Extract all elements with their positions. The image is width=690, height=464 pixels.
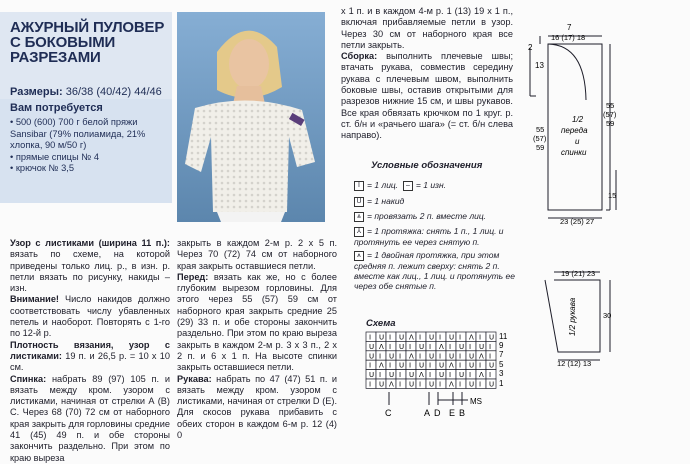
front-heading: Перед:	[177, 271, 209, 282]
chart-cell-symbol: Λ	[419, 371, 424, 380]
chart-cell-symbol: U	[489, 361, 495, 370]
sleeves-continued-paragraph: х 1 п. и в каждом 4-м р. 1 (13) 19 х 1 п., включая прибавляемые петли в узор. Через 30 см от наборного края все петли закрыть.	[341, 6, 513, 50]
chart-cell-symbol: I	[479, 361, 482, 370]
chart-cell-symbol: I	[459, 361, 462, 370]
assembly-text: выполнить плечевые швы; втачать рукава, совместив середину рукава с плечевым швом, выполнить боковые швы, оставив открытыми для разрезов нижние 15 см, и швы рукавов. Все края обвязать крючком по 1 круг. р. ст. б/н и «рачьего шага» (= ст. б/н слева направо).	[341, 51, 513, 141]
title-line-2: С БОКОВЫМИ	[10, 34, 116, 51]
chart-cell-symbol: I	[409, 342, 412, 351]
chart-cell-symbol: U	[459, 371, 465, 380]
chart-cell-symbol: U	[439, 361, 445, 370]
front-slit-measure: 15	[608, 191, 617, 200]
materials-item: • прямые спицы № 4	[10, 151, 99, 162]
chart-cell-symbol: I	[419, 333, 422, 342]
chart-cell-symbol: U	[469, 361, 475, 370]
chart-cell-symbol: I	[429, 361, 432, 370]
back-heading: Спинка:	[10, 373, 47, 384]
chart-cell-symbol: U	[439, 371, 445, 380]
chart-cell-symbol: I	[389, 342, 392, 351]
front-piece-label: 1/2 переда и спинки	[561, 115, 588, 157]
chart-cell-symbol: Λ	[409, 333, 414, 342]
back-continued-paragraph: закрыть в каждом 2-м р. 2 х 5 п. Через 70 (72) 74 см от наборного края закрыть оставшиеся петли.	[177, 238, 337, 271]
legend-text: = 1 лиц.	[367, 180, 399, 190]
chart-cell-symbol: U	[489, 333, 495, 342]
chart-cell-symbol: I	[399, 380, 402, 389]
front-neck-left-measure: 2	[528, 43, 533, 52]
chart-cell-symbol: U	[449, 333, 455, 342]
chart-letter-b: B	[459, 408, 466, 418]
chart-cell-symbol: U	[489, 380, 495, 389]
chart-markers	[389, 392, 468, 405]
chart-cell-symbol: I	[459, 352, 462, 361]
chart-cell-symbol: I	[399, 352, 402, 361]
chart-cell-symbol: U	[369, 352, 375, 361]
front-right-height-measure: 55 (57) 59	[603, 101, 617, 128]
chart-cell-symbol: I	[429, 342, 432, 351]
chart-cell-symbol: I	[429, 371, 432, 380]
back-text: набрать 89 (97) 105 п. и вязать между кром. узором с листиками, начиная от стрелки А (В) С. Через 68 (70) 72 см от наборного края закрыть для горловины средние 41 (45) 49 п. и обе стороны закончить раздельно. При этом по краю выреза	[10, 373, 170, 463]
knit-symbol-icon: I	[354, 181, 364, 191]
scheme-title: Схема	[366, 318, 396, 329]
sizes-label: Размеры:	[10, 86, 63, 98]
chart-cell-symbol: I	[389, 333, 392, 342]
chart-cell-symbol: Λ	[389, 380, 394, 389]
row-number: 5	[499, 360, 504, 369]
k2tog-symbol-icon: ⩓	[354, 212, 364, 222]
legend-text: = 1 протяжка: снять 1 п., 1 лиц. и протянуть ее через снятую п.	[354, 226, 504, 247]
chart-cell-symbol: Λ	[379, 342, 384, 351]
chart-cell-symbol: U	[469, 380, 475, 389]
chart-cell-symbol: I	[439, 352, 442, 361]
chart-letter-c: C	[385, 408, 392, 418]
chart-cell-symbol: I	[489, 342, 492, 351]
chart-cell-symbol: I	[419, 380, 422, 389]
chart-cell-symbol: U	[459, 342, 465, 351]
chart-cell-symbol: Λ	[379, 361, 384, 370]
chart-cell-symbol: U	[379, 380, 385, 389]
chart-cell-symbol: I	[379, 352, 382, 361]
chart-cell-symbol: I	[419, 352, 422, 361]
chart-cell-symbol: U	[419, 361, 425, 370]
attention-heading: Внимание!	[10, 294, 59, 305]
title-line-1: АЖУРНЫЙ ПУЛОВЕР	[10, 19, 165, 36]
legend-text: = 1 изн.	[415, 180, 447, 190]
front-left-height-measure: 55 (57) 59	[533, 125, 547, 152]
chart-cell-symbol: U	[369, 342, 375, 351]
chart-cell-symbol: I	[479, 380, 482, 389]
chart-cell-symbol: I	[369, 380, 372, 389]
assembly-heading: Сборка:	[341, 51, 378, 62]
chart-cell-symbol: U	[429, 352, 435, 361]
chart-cell-symbol: I	[459, 380, 462, 389]
chart-cell-symbol: U	[389, 371, 395, 380]
pattern-sleeve	[545, 272, 610, 360]
chart-cell-symbol: I	[449, 342, 452, 351]
gauge-text: 19 п. и 26,5 р. = 10 х 10 см.	[10, 350, 170, 373]
title-line-3: РАЗРЕЗАМИ	[10, 49, 101, 66]
chart-cell-symbol: U	[369, 371, 375, 380]
row-number: 11	[499, 332, 508, 341]
chart-ms-label: MS	[470, 397, 482, 406]
chart-cell-symbol: I	[489, 352, 492, 361]
row-number: 9	[499, 341, 504, 350]
attention-text: Число накидов должно соответствовать числу убавленных петель и наоборот. Повторять с 1-го по 12-й р.	[10, 294, 170, 339]
lace-pattern-heading: Узор с листиками (ширина 11 п.):	[10, 238, 170, 248]
chart-cell-symbol: I	[409, 361, 412, 370]
chart-cell-symbol: U	[449, 352, 455, 361]
chart-cell-symbol: I	[369, 361, 372, 370]
chart-cell-symbol: U	[419, 342, 425, 351]
chart-cell-symbol: I	[379, 371, 382, 380]
row-number: 1	[499, 379, 504, 388]
materials-item: • крючок № 3,5	[10, 163, 74, 173]
front-neck-depth-measure: 13	[535, 61, 544, 70]
row-number: 7	[499, 350, 504, 359]
chart-cell-symbol: I	[479, 333, 482, 342]
front-text: вязать как же, но с более глубоким вырезом горловины. Для этого через 55 (57) 59 см от наборного края закрыть средние 25 (29) 33 п. и обе стороны закончить раздельно. При этом по краю выреза закрыть в каждом 2-м р. 3 х 3 п., 2 х 2 п. и 6 х 1 п. На высоте спинки закрыть оставшиеся петли.	[177, 271, 337, 373]
sleeve-height-measure: 30	[603, 311, 612, 320]
legend-text: = 1 двойная протяжка, при этом средняя п. лежит сверху: снять 2 п. вместе как лиц., 1 лиц. и протянуть ее через обе снятые п.	[354, 250, 515, 291]
chart-cell-symbol: I	[489, 371, 492, 380]
chart-cell-symbol: I	[369, 333, 372, 342]
front-top-measure: 16 (17) 18	[551, 33, 586, 42]
chart-cell-symbol: U	[399, 361, 405, 370]
chart-cell-symbol: Λ	[469, 333, 474, 342]
row-number: 3	[499, 369, 504, 378]
sleeve-top-measure: 19 (21) 23	[561, 269, 596, 278]
sizes-value: 36/38 (40/42) 44/46	[65, 86, 162, 98]
sleeves-text: набрать по 47 (47) 51 п. и вязать между кром. узором с листиками, начиная от стрелки D (E). Для скосов рукава прибавить с обеих сторон в каждом 6-м р. 12 (4) 0	[177, 373, 337, 441]
front-width-measure: 23 (25) 27	[560, 217, 595, 226]
sleeve-piece-label: 1/2 рукава	[568, 297, 577, 336]
lace-pattern-text: вязать по схеме, на которой приведены только лиц. р., в изн. р. петли вязать по рисунку, накиды – изн.	[10, 249, 170, 294]
legend-title: Условные обозначения	[371, 160, 483, 171]
chart-row-numbers	[499, 332, 508, 388]
chart-cell-symbol: U	[429, 380, 435, 389]
stitch-chart	[366, 332, 496, 389]
chart-cell-symbol: Λ	[449, 361, 454, 370]
chart-cell-symbol: U	[409, 371, 415, 380]
chart-cell-symbol: I	[439, 333, 442, 342]
legend-text: = провязать 2 п. вместе лиц.	[367, 211, 487, 221]
chart-cell-symbol: I	[389, 361, 392, 370]
chart-cell-symbol: U	[399, 342, 405, 351]
chart-cell-symbol: I	[469, 371, 472, 380]
chart-cell-symbol: Λ	[479, 371, 484, 380]
chart-cell-symbol: U	[389, 352, 395, 361]
materials-title: Вам потребуется	[10, 102, 103, 114]
chart-cell-symbol: Λ	[439, 342, 444, 351]
chart-cell-symbol: I	[449, 371, 452, 380]
chart-cell-symbol: U	[399, 333, 405, 342]
yarnover-symbol-icon: U	[354, 197, 364, 207]
chart-cell-symbol: Λ	[479, 352, 484, 361]
chart-cell-symbol: I	[439, 380, 442, 389]
chart-cell-symbol: U	[379, 333, 385, 342]
purl-symbol-icon: –	[403, 181, 413, 191]
double-decrease-symbol-icon: ⩚	[354, 251, 364, 261]
chart-cell-symbol: I	[469, 342, 472, 351]
chart-cell-symbol: I	[459, 333, 462, 342]
chart-cell-symbol: Λ	[409, 352, 414, 361]
legend-text: = 1 накид	[367, 196, 405, 206]
materials-item: • 500 (600) 700 г белой пряжи Sansibar (79% полиамида, 21% хлопка, 90 м/50 г)	[10, 117, 146, 150]
ssk-symbol-icon: ⅄	[354, 227, 364, 237]
gauge-heading: Плотность вязания, узор с листиками:	[10, 339, 170, 361]
chart-letter-d: D	[434, 408, 441, 418]
chart-cell-symbol: Λ	[449, 380, 454, 389]
chart-cell-symbol: I	[399, 371, 402, 380]
chart-cell-symbol: U	[429, 333, 435, 342]
chart-cell-symbol: U	[479, 342, 485, 351]
chart-letter-a: A	[424, 408, 431, 418]
chart-letter-e: E	[449, 408, 456, 418]
chart-cell-symbol: U	[409, 380, 415, 389]
sleeves-heading: Рукава:	[177, 373, 212, 384]
chart-cell-symbol: U	[469, 352, 475, 361]
front-neck-top-measure: 7	[567, 23, 572, 32]
sleeve-bottom-measure: 12 (12) 13	[557, 359, 592, 368]
